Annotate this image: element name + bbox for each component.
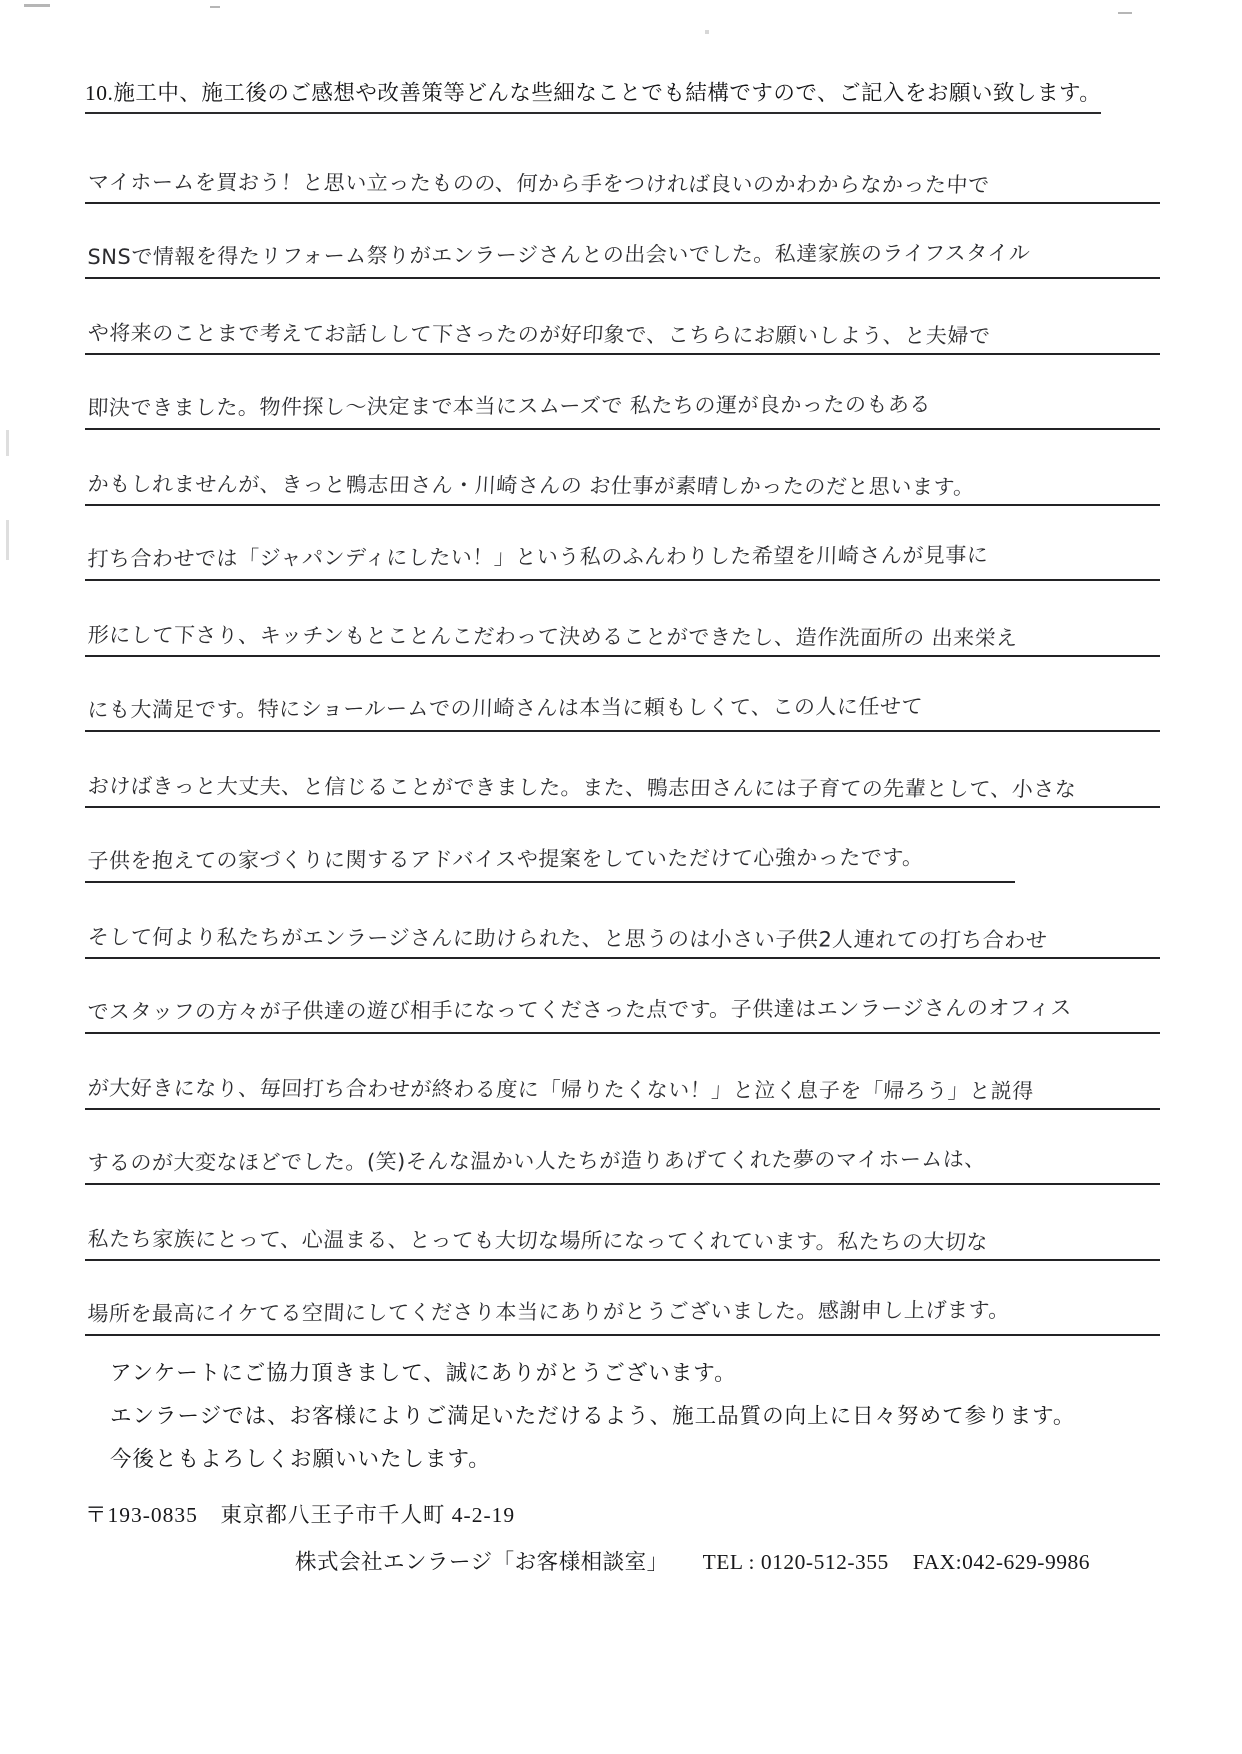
handwritten-answer-area (85, 128, 1160, 1336)
thanks-line-2: エンラージでは、お客様によりご満足いただけるよう、施工品質の向上に日々努めて参ります。 (110, 1404, 1076, 1428)
handwritten-line: するのが大変なほどでした。(笑)そんな温かい人たちが造りあげてくれた夢のマイホームは、 (87, 1147, 987, 1175)
handwritten-line: 即決できました。物件探し〜決定まで本当にスムーズで 私たちの運が良かったのもある (87, 392, 932, 420)
ruled-line (85, 204, 1160, 280)
scan-noise (6, 430, 9, 456)
ruled-line (85, 581, 1160, 657)
handwritten-line: でスタッフの方々が子供達の遊び相手になってくださった点です。子供達はエンラージさんのオフィス (87, 995, 1073, 1024)
fax-number: FAX:042-629-9986 (912, 1550, 1090, 1574)
ruled-line (85, 279, 1160, 355)
ruled-line (85, 959, 1160, 1035)
handwritten-line: 形にして下さり、キッチンもとことんこだわって決めることができたし、造作洗面所の 出来栄え (87, 622, 1019, 650)
ruled-line (85, 883, 1160, 959)
ruled-line (85, 808, 1015, 884)
ruled-line (85, 1185, 1160, 1261)
ruled-line (85, 506, 1160, 582)
phone-number: TEL : 0120-512-355 (702, 1550, 889, 1574)
handwritten-line: マイホームを買おう！と思い立ったものの、何から手をつければ良いのかわからなかった中で (87, 169, 991, 197)
handwritten-line: にも大満足です。特にショールームでの川崎さんは本当に頼もしくて、この人に任せて (87, 694, 924, 722)
handwritten-line: 場所を最高にイケてる空間にしてくださり本当にありがとうございました。感謝申し上げます。 (87, 1297, 1011, 1326)
scan-noise (24, 4, 50, 7)
handwritten-line: そして何より私たちがエンラージさんに助けられた、と思うのは小さい子供2人連れての打ち合わせ (87, 924, 1048, 952)
scan-noise (6, 520, 9, 560)
footer-thanks-block (110, 1352, 1075, 1481)
handwritten-line: や将来のことまで考えてお話しして下さったのが好印象で、こちらにお願いしよう、と夫婦で (87, 320, 992, 348)
handwritten-line: かもしれませんが、きっと鴨志田さん・川崎さんの お仕事が素晴しかったのだと思います。 (87, 471, 976, 499)
scan-noise (1118, 12, 1132, 14)
ruled-line (85, 1261, 1160, 1337)
handwritten-line: 子供を抱えての家づくりに関するアドバイスや提案をしていただけて心強かったです。 (87, 845, 924, 873)
ruled-line (85, 430, 1160, 506)
scan-noise (210, 6, 220, 8)
ruled-line (85, 355, 1160, 431)
company-name: 株式会社エンラージ「お客様相談室」 (295, 1550, 669, 1574)
handwritten-line: おけばきっと大丈夫、と信じることができました。また、鴨志田さんには子育ての先輩として、小さな (87, 773, 1078, 801)
ruled-line (85, 1034, 1160, 1110)
handwritten-line: 私たち家族にとって、心温まる、とっても大切な場所になってくれています。私たちの大切な (87, 1226, 989, 1254)
ruled-line (85, 657, 1160, 733)
thanks-line-3: 今後ともよろしくお願いいたします。 (110, 1447, 491, 1471)
scan-noise (705, 30, 709, 34)
handwritten-line: SNSで情報を得たリフォーム祭りがエンラージさんとの出会いでした。私達家族のライフスタイル (87, 240, 1031, 269)
company-contact-line (295, 1545, 1090, 1576)
ruled-line (85, 1110, 1160, 1186)
handwritten-line: が大好きになり、毎回打ち合わせが終わる度に「帰りたくない！」と泣く息子を「帰ろう」と説得 (87, 1075, 1035, 1103)
question-10-heading: 10.施工中、施工後のご感想や改善策等どんな些細なことでも結構ですので、ご記入をお願い致します。 (85, 76, 1101, 114)
handwritten-line: 打ち合わせでは「ジャパンディにしたい！」という私のふんわりした希望を川崎さんが見事に (87, 543, 989, 571)
company-address: 〒193-0835 東京都八王子市千人町 4-2-19 (85, 1503, 516, 1527)
ruled-line (85, 128, 1160, 204)
thanks-line-1: アンケートにご協力頂きまして、誠にありがとうございます。 (110, 1361, 737, 1385)
ruled-line (85, 732, 1160, 808)
